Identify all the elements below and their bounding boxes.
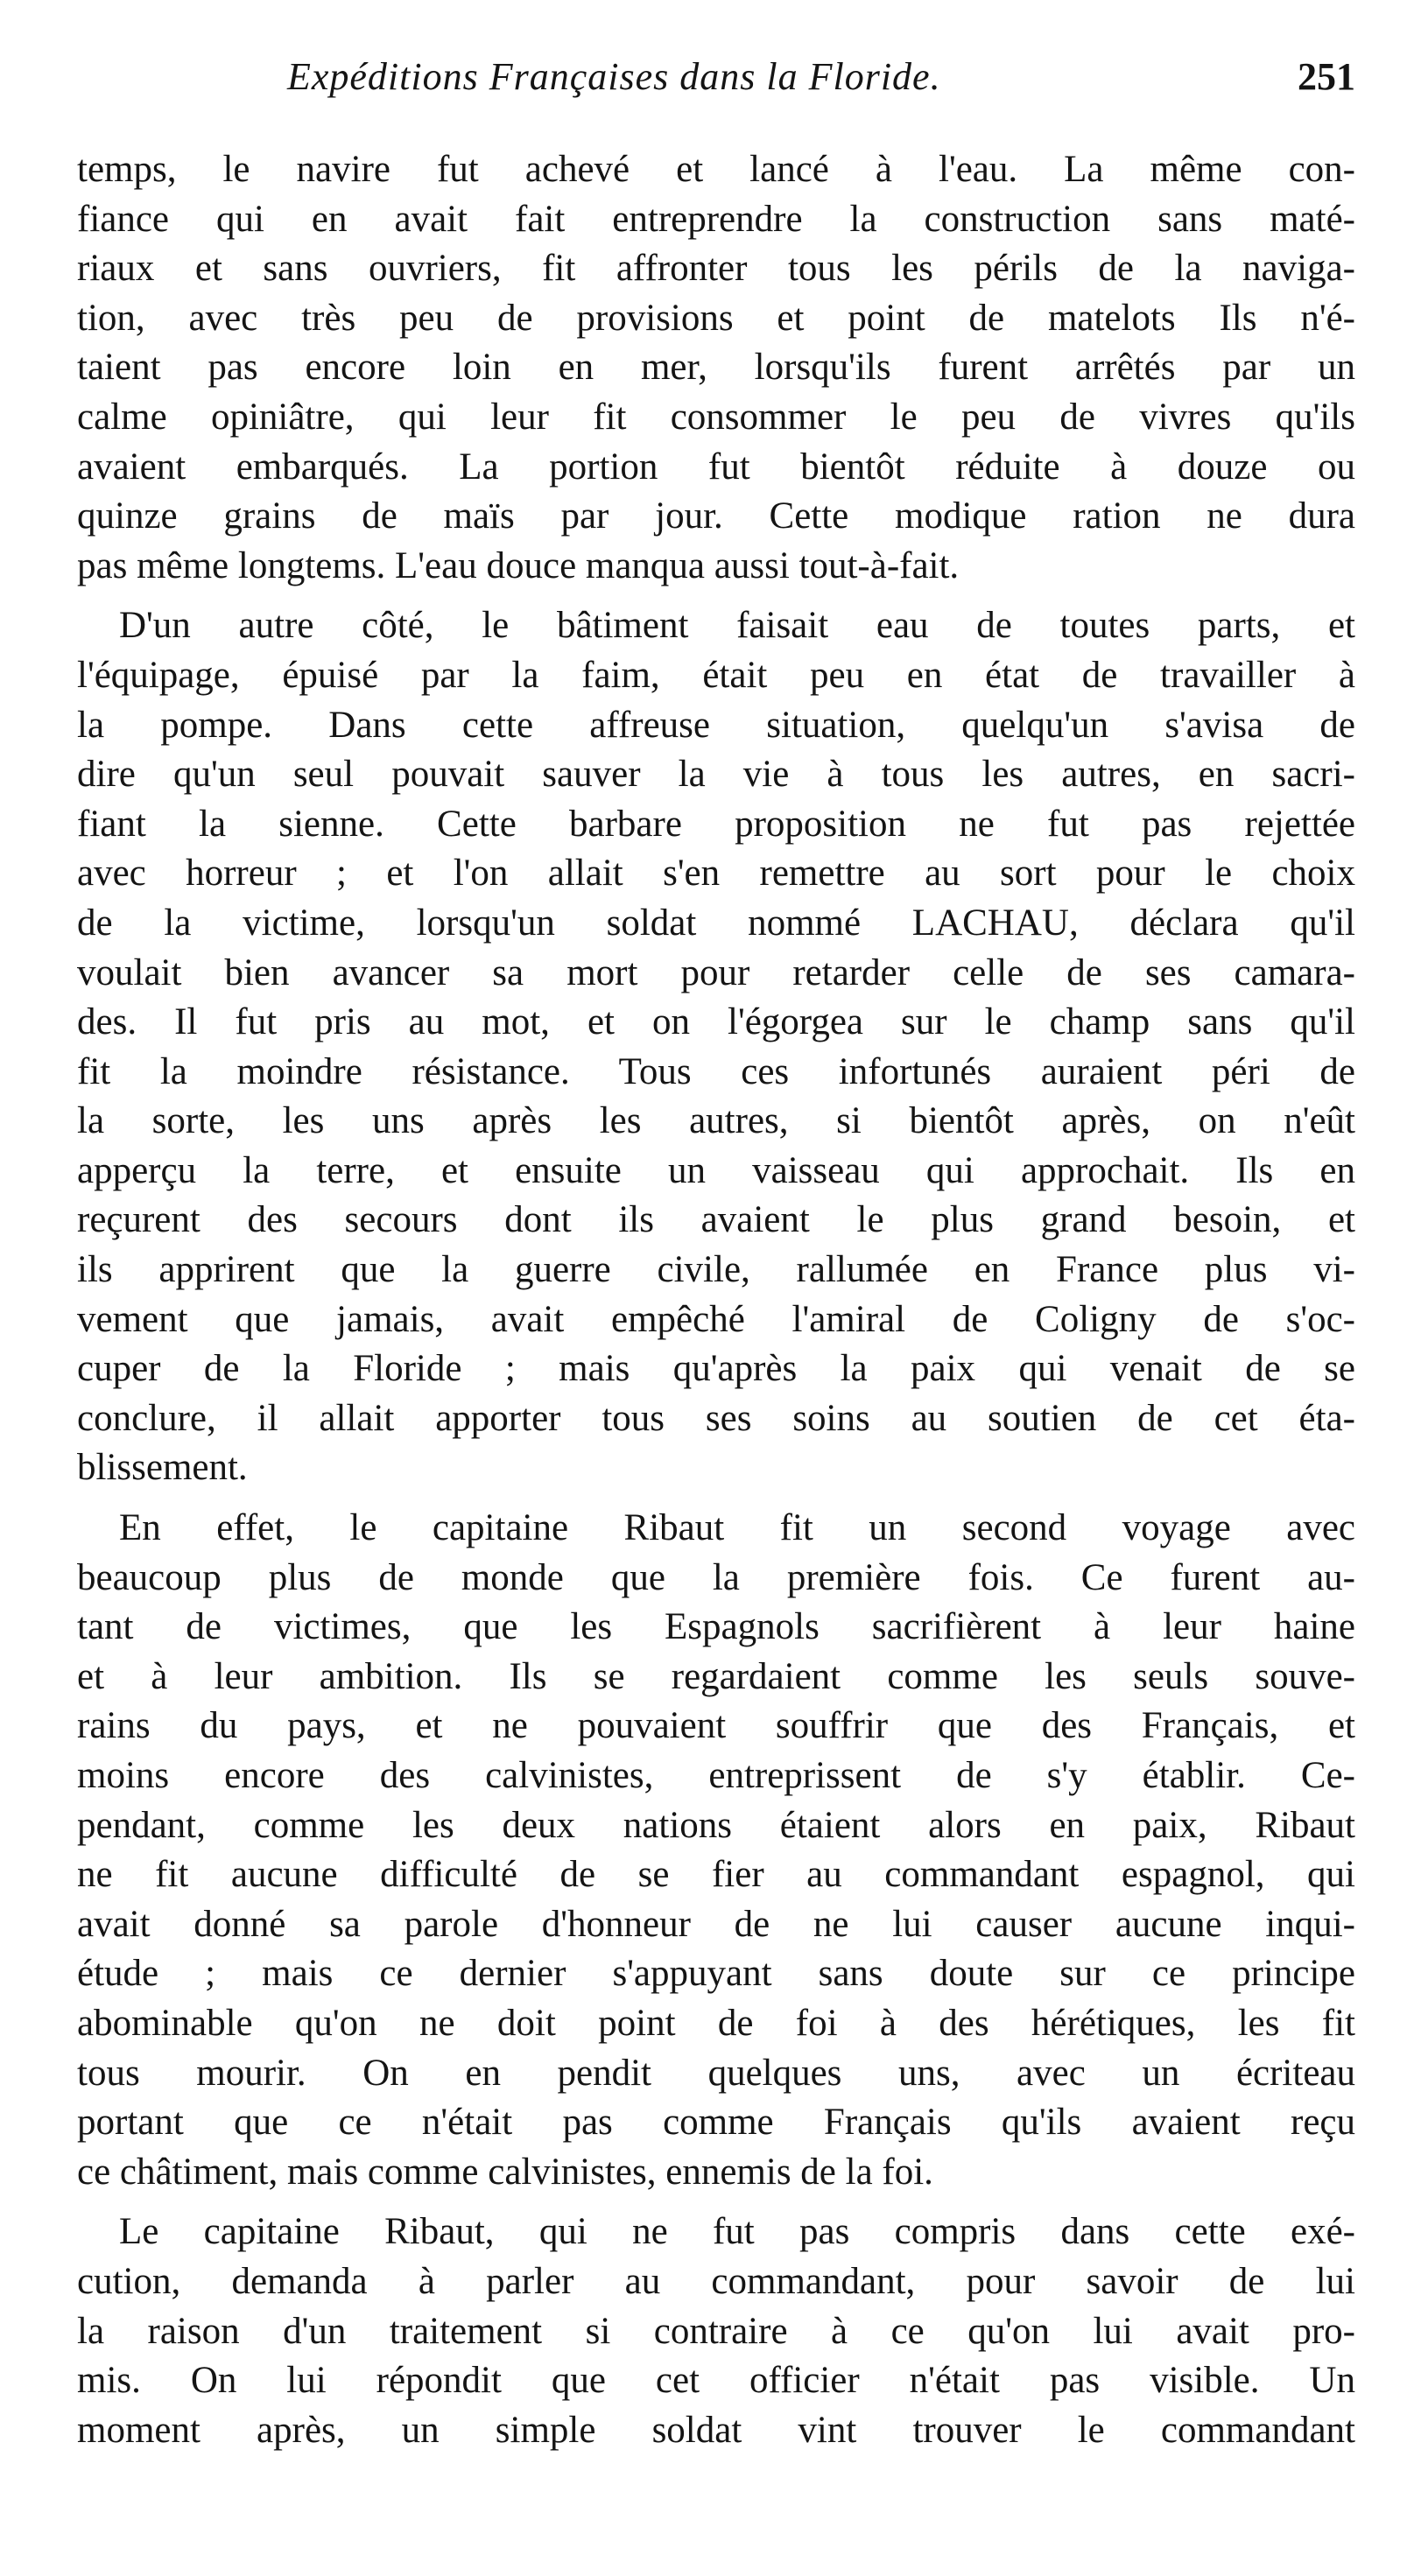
page-number: 251 bbox=[1298, 55, 1355, 98]
text-line: tant de victimes, que les Espagnols sacrifièrent à leur haine bbox=[77, 1606, 1355, 1648]
text-line: ce châtiment, mais comme calvinistes, ennemis de la foi. bbox=[77, 2151, 933, 2193]
text-line: avec horreur ; et l'on allait s'en remettre au sort pour le choix bbox=[77, 853, 1355, 895]
text-line: tous mourir. On en pendit quelques uns, avec un écriteau bbox=[77, 2052, 1355, 2094]
running-head bbox=[77, 54, 1355, 107]
text-line: et à leur ambition. Ils se regardaient comme les seuls souve- bbox=[77, 1655, 1355, 1697]
text-line: voulait bien avancer sa mort pour retarder celle de ses camara- bbox=[77, 951, 1355, 993]
text-line: abominable qu'on ne doit point de foi à des hérétiques, les fit bbox=[77, 2002, 1355, 2044]
book-page bbox=[77, 54, 1355, 2455]
text-line: avaient embarqués. La portion fut bientôt réduite à douze ou bbox=[77, 446, 1355, 488]
text-line: cuper de la Floride ; mais qu'après la paix qui venait de se bbox=[77, 1348, 1355, 1390]
text-line: mis. On lui répondit que cet officier n'était pas visible. Un bbox=[77, 2360, 1355, 2402]
text-line: rains du pays, et ne pouvaient souffrir que des Français, et bbox=[77, 1705, 1355, 1747]
text-line: ne fit aucune difficulté de se fier au commandant espagnol, qui bbox=[77, 1854, 1355, 1896]
text-line: des. Il fut pris au mot, et on l'égorgea sur le champ sans qu'il bbox=[77, 1001, 1355, 1043]
text-line: taient pas encore loin en mer, lorsqu'ils furent arrêtés par un bbox=[77, 347, 1355, 389]
text-line: avait donné sa parole d'honneur de ne lui causer aucune inqui- bbox=[77, 1903, 1355, 1945]
text-line: Le capitaine Ribaut, qui ne fut pas compris dans cette exé- bbox=[119, 2211, 1355, 2253]
text-line: portant que ce n'était pas comme Français qu'ils avaient reçu bbox=[77, 2102, 1355, 2144]
running-title: Expéditions Françaises dans la Floride. bbox=[287, 55, 941, 98]
text-line: de la victime, lorsqu'un soldat nommé LACHAU, déclara qu'il bbox=[77, 902, 1355, 944]
body-text bbox=[77, 145, 1355, 2455]
text-line: la pompe. Dans cette affreuse situation, quelqu'un s'avisa de bbox=[77, 704, 1355, 746]
text-line: reçurent des secours dont ils avaient le plus grand besoin, et bbox=[77, 1199, 1355, 1241]
text-line: D'un autre côté, le bâtiment faisait eau de toutes parts, et bbox=[119, 605, 1355, 647]
text-line: riaux et sans ouvriers, fit affronter tous les périls de la naviga- bbox=[77, 248, 1355, 290]
text-line: fit la moindre résistance. Tous ces infortunés auraient péri de bbox=[77, 1050, 1355, 1092]
text-line: calme opiniâtre, qui leur fit consommer le peu de vivres qu'ils bbox=[77, 396, 1355, 438]
paragraph bbox=[77, 2207, 1355, 2455]
text-line: beaucoup plus de monde que la première fois. Ce furent au- bbox=[77, 1556, 1355, 1598]
text-line: fiance qui en avait fait entreprendre la construction sans maté- bbox=[77, 198, 1355, 240]
text-line: blissement. bbox=[77, 1447, 248, 1489]
text-line: pas même longtems. L'eau douce manqua aussi tout-à-fait. bbox=[77, 544, 960, 586]
text-line: la sorte, les uns après les autres, si bientôt après, on n'eût bbox=[77, 1100, 1355, 1142]
paragraph bbox=[77, 145, 1355, 591]
text-line: ils apprirent que la guerre civile, rallumée en France plus vi- bbox=[77, 1249, 1355, 1291]
text-line: moins encore des calvinistes, entreprissent de s'y établir. Ce- bbox=[77, 1755, 1355, 1796]
text-line: l'équipage, épuisé par la faim, était peu en état de travailler à bbox=[77, 654, 1355, 696]
text-line: fiant la sienne. Cette barbare proposition ne fut pas rejettée bbox=[77, 803, 1355, 845]
text-line: quinze grains de maïs par jour. Cette modique ration ne dura bbox=[77, 495, 1355, 537]
paragraph bbox=[77, 1504, 1355, 2197]
text-line: vement que jamais, avait empêché l'amiral de Coligny de s'oc- bbox=[77, 1298, 1355, 1340]
paragraph-gap bbox=[77, 591, 1355, 601]
text-line: apperçu la terre, et ensuite un vaisseau qui approchait. Ils en bbox=[77, 1149, 1355, 1191]
text-line: conclure, il allait apporter tous ses soins au soutien de cet éta- bbox=[77, 1397, 1355, 1439]
text-line: En effet, le capitaine Ribaut fit un second voyage avec bbox=[119, 1507, 1355, 1549]
paragraph-gap bbox=[77, 1493, 1355, 1504]
text-line: pendant, comme les deux nations étaient alors en paix, Ribaut bbox=[77, 1804, 1355, 1846]
text-line: étude ; mais ce dernier s'appuyant sans doute sur ce principe bbox=[77, 1953, 1355, 1995]
paragraph-gap bbox=[77, 2197, 1355, 2207]
text-line: la raison d'un traitement si contraire à ce qu'on lui avait pro- bbox=[77, 2310, 1355, 2352]
text-line: temps, le navire fut achevé et lancé à l'eau. La même con- bbox=[77, 149, 1355, 190]
text-line: tion, avec très peu de provisions et point de matelots Ils n'é- bbox=[77, 297, 1355, 339]
text-line: cution, demanda à parler au commandant, pour savoir de lui bbox=[77, 2260, 1355, 2302]
text-line: moment après, un simple soldat vint trouver le commandant bbox=[77, 2409, 1355, 2451]
text-line: dire qu'un seul pouvait sauver la vie à tous les autres, en sacri- bbox=[77, 754, 1355, 796]
paragraph bbox=[77, 601, 1355, 1493]
